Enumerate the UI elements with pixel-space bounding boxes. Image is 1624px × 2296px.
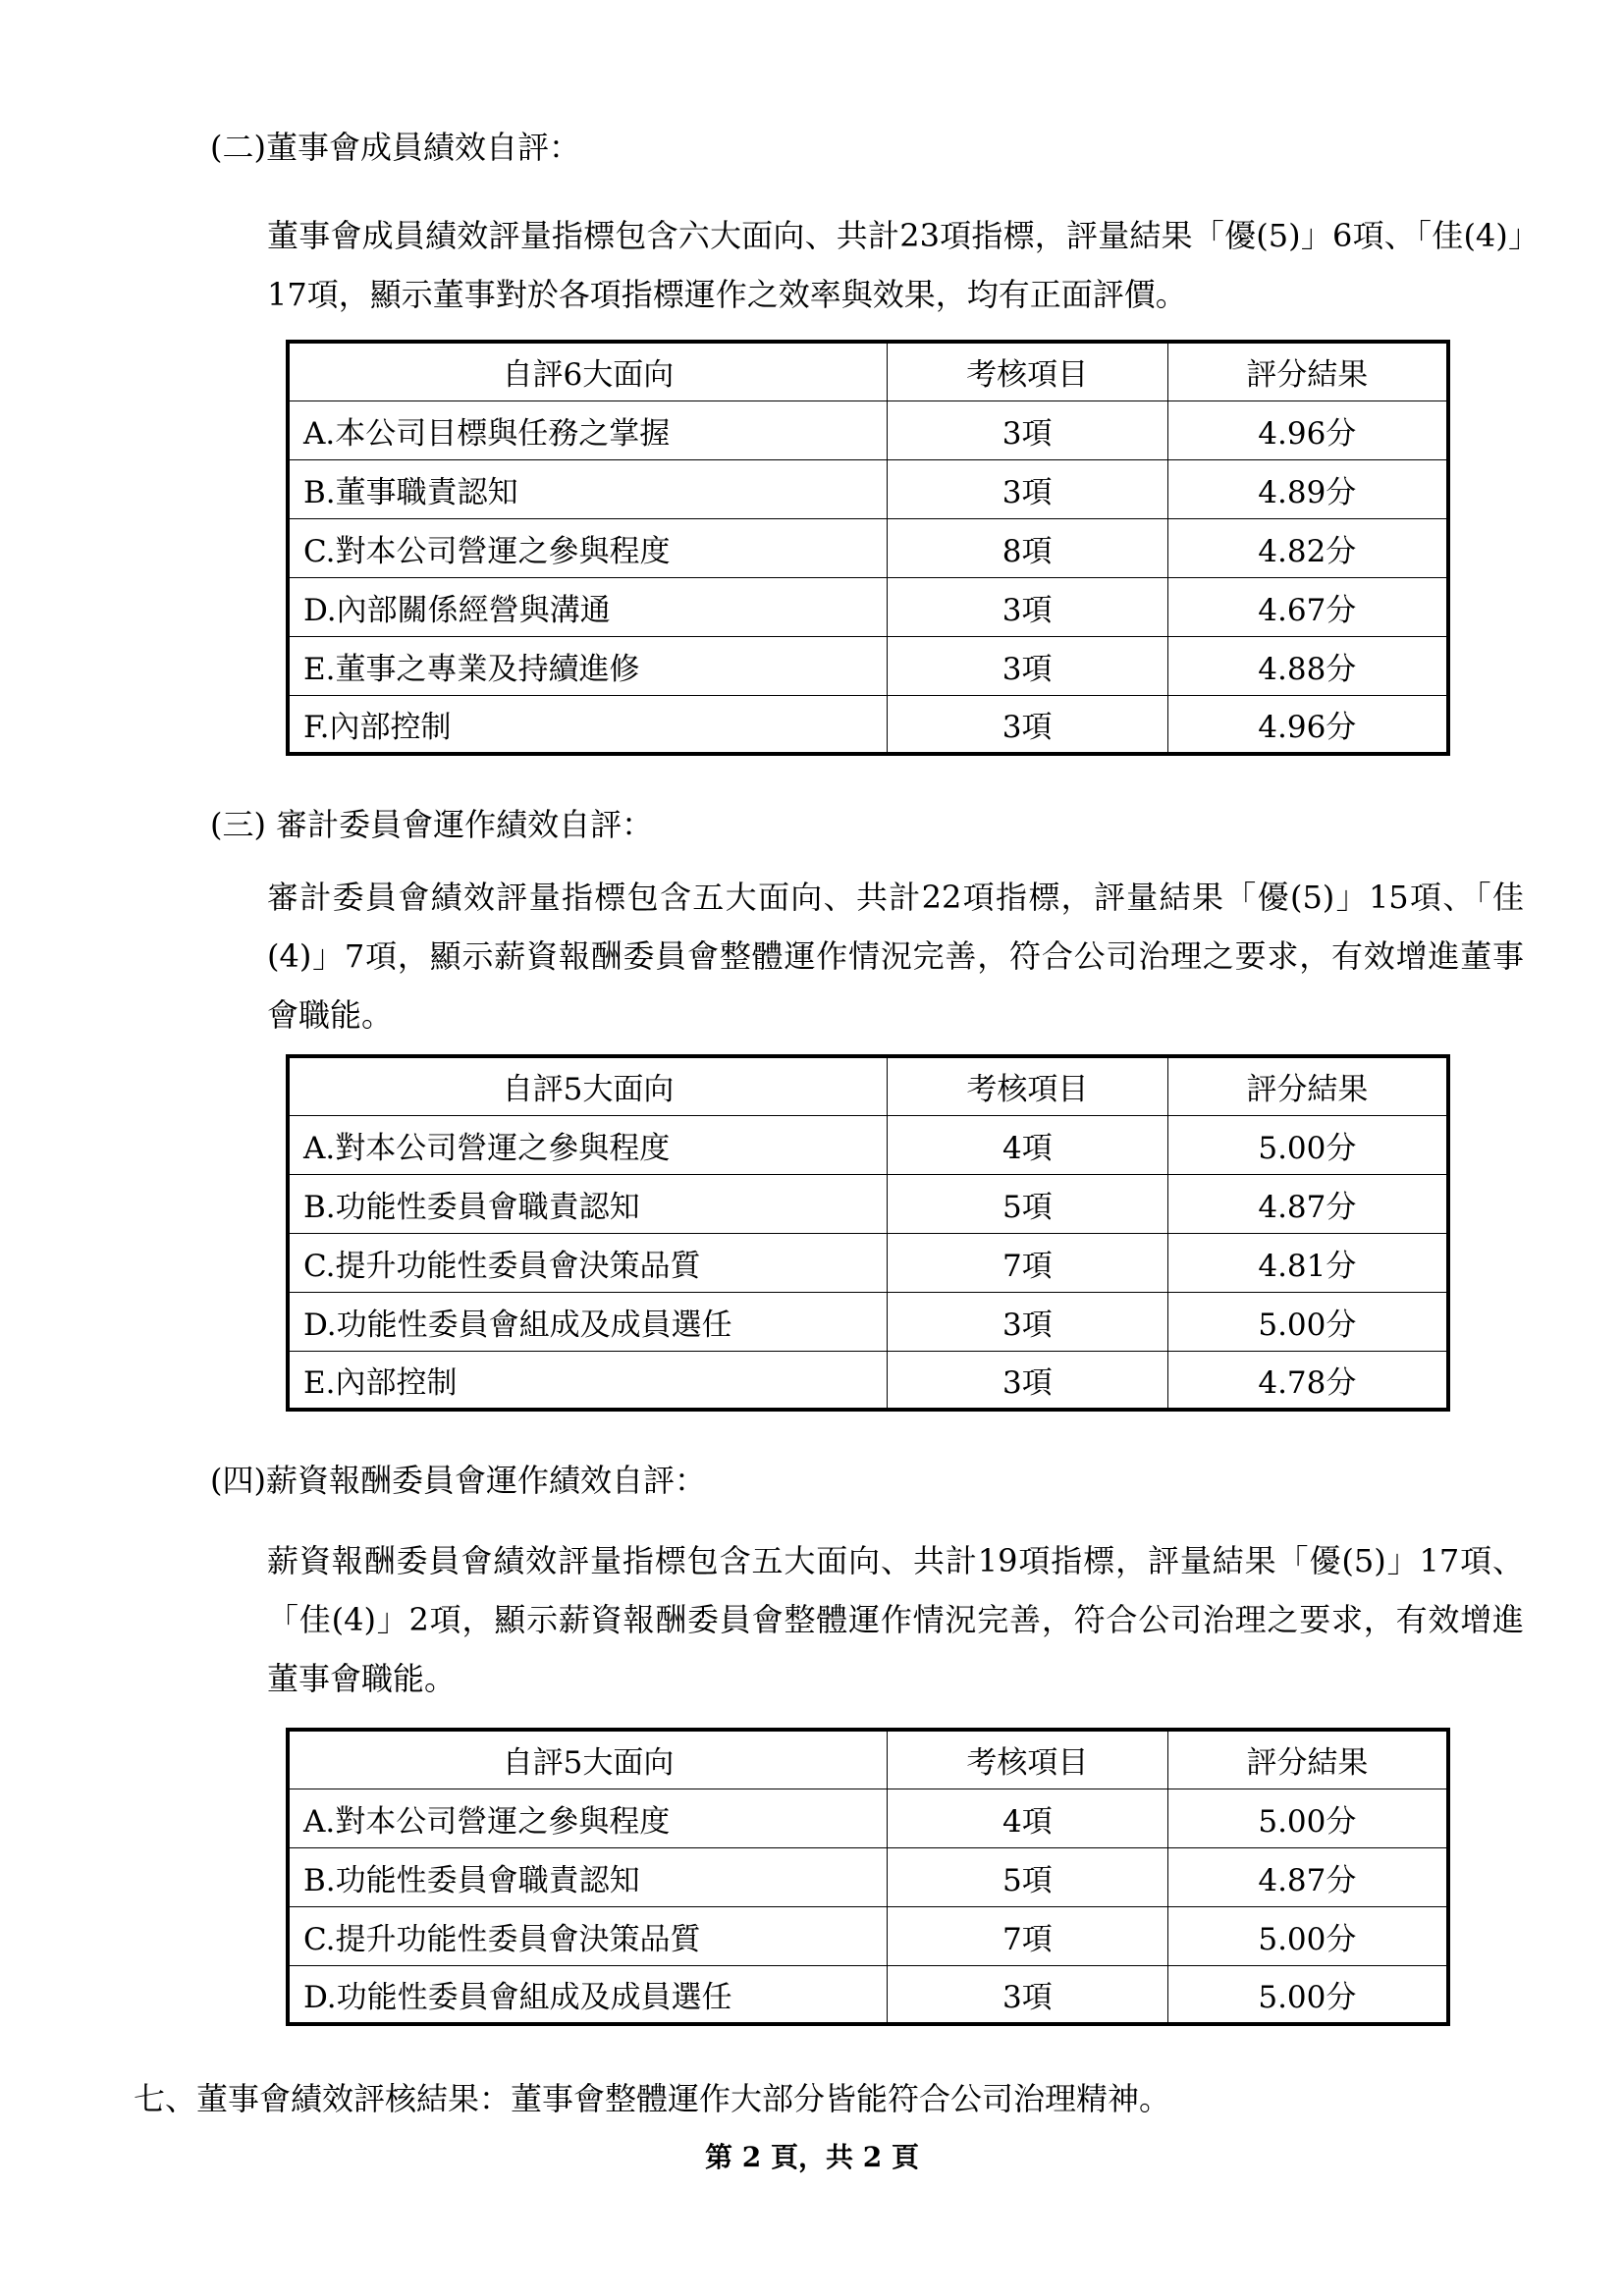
table-row — [288, 1233, 1448, 1292]
cell-items: 3項 — [887, 695, 1167, 754]
cell-items: 4項 — [888, 1789, 1168, 1847]
table-row — [288, 518, 1448, 577]
section-heading-board: (二)董事會成員績效自評： — [210, 129, 580, 166]
table-row — [288, 1906, 1448, 1965]
cell-items: 5項 — [888, 1847, 1168, 1906]
column-header-items: 考核項目 — [888, 1056, 1168, 1115]
cell-items: 8項 — [887, 518, 1167, 577]
cell-dimension: D.內部關係經營與溝通 — [288, 577, 887, 636]
cell-dimension: A.對本公司營運之參與程度 — [288, 1789, 888, 1847]
table-row — [288, 1789, 1448, 1847]
column-header-score: 評分結果 — [1167, 342, 1448, 400]
table-row — [288, 577, 1448, 636]
cell-dimension: E.內部控制 — [288, 1351, 888, 1410]
section-heading-compensation: (四)薪資報酬委員會運作績效自評： — [210, 1462, 706, 1499]
cell-dimension: A.對本公司營運之參與程度 — [288, 1115, 888, 1174]
cell-score: 4.88分 — [1167, 636, 1448, 695]
cell-items: 3項 — [888, 1965, 1168, 2024]
column-header-items: 考核項目 — [887, 342, 1167, 400]
paragraph-board: 董事會成員績效評量指標包含六大面向、共計23項指標，評量結果「優(5)」6項、「佳(4)」17項，顯示董事對於各項指標運作之效率與效果，均有正面評價。 — [267, 217, 1524, 313]
table-row — [288, 1351, 1448, 1410]
cell-dimension: F.內部控制 — [288, 695, 887, 754]
cell-items: 3項 — [888, 1292, 1168, 1351]
cell-dimension: C.提升功能性委員會決策品質 — [288, 1233, 888, 1292]
table-board-evaluation — [286, 340, 1450, 756]
cell-score: 5.00分 — [1167, 1115, 1448, 1174]
column-header-dimension: 自評5大面向 — [288, 1056, 888, 1115]
table-row — [288, 459, 1448, 518]
cell-items: 3項 — [887, 459, 1167, 518]
cell-dimension: B.董事職責認知 — [288, 459, 887, 518]
table-row — [288, 400, 1448, 459]
cell-dimension: D.功能性委員會組成及成員選任 — [288, 1965, 888, 2024]
table-audit-evaluation — [286, 1054, 1450, 1412]
column-header-dimension: 自評6大面向 — [288, 342, 887, 400]
cell-items: 3項 — [888, 1351, 1168, 1410]
paragraph-audit: 審計委員會績效評量指標包含五大面向、共計22項指標，評量結果「優(5)」15項、「佳(4)」7項，顯示薪資報酬委員會整體運作情況完善，符合公司治理之要求，有效增進董事會職能。 — [267, 879, 1524, 1034]
table-row — [288, 1174, 1448, 1233]
conclusion-text: 七、董事會績效評核結果：董事會整體運作大部分皆能符合公司治理精神。 — [134, 2080, 1171, 2117]
cell-score: 4.96分 — [1167, 400, 1448, 459]
cell-score: 4.87分 — [1167, 1847, 1448, 1906]
table-header-row — [288, 342, 1448, 400]
table-header-row — [288, 1730, 1448, 1789]
cell-items: 3項 — [887, 577, 1167, 636]
column-header-items: 考核項目 — [888, 1730, 1168, 1789]
cell-items: 5項 — [888, 1174, 1168, 1233]
table-row — [288, 1115, 1448, 1174]
section-heading-audit: (三) 審計委員會運作績效自評： — [210, 806, 654, 843]
cell-items: 3項 — [887, 400, 1167, 459]
table-header-row — [288, 1056, 1448, 1115]
column-header-dimension: 自評5大面向 — [288, 1730, 888, 1789]
paragraph-compensation: 薪資報酬委員會績效評量指標包含五大面向、共計19項指標，評量結果「優(5)」17項、「佳(4)」2項，顯示薪資報酬委員會整體運作情況完善，符合公司治理之要求，有效增進董事會職能。 — [267, 1542, 1524, 1697]
table-row — [288, 695, 1448, 754]
cell-dimension: C.提升功能性委員會決策品質 — [288, 1906, 888, 1965]
cell-score: 4.82分 — [1167, 518, 1448, 577]
cell-score: 5.00分 — [1167, 1906, 1448, 1965]
table-row — [288, 636, 1448, 695]
cell-score: 5.00分 — [1167, 1292, 1448, 1351]
cell-dimension: D.功能性委員會組成及成員選任 — [288, 1292, 888, 1351]
cell-dimension: A.本公司目標與任務之掌握 — [288, 400, 887, 459]
cell-items: 3項 — [887, 636, 1167, 695]
cell-score: 4.78分 — [1167, 1351, 1448, 1410]
cell-items: 4項 — [888, 1115, 1168, 1174]
cell-dimension: B.功能性委員會職責認知 — [288, 1847, 888, 1906]
cell-score: 4.67分 — [1167, 577, 1448, 636]
table-compensation-evaluation — [286, 1728, 1450, 2026]
cell-score: 4.87分 — [1167, 1174, 1448, 1233]
cell-score: 5.00分 — [1167, 1789, 1448, 1847]
cell-dimension: E.董事之專業及持續進修 — [288, 636, 887, 695]
column-header-score: 評分結果 — [1167, 1730, 1448, 1789]
cell-score: 4.89分 — [1167, 459, 1448, 518]
table-row — [288, 1292, 1448, 1351]
table-row — [288, 1847, 1448, 1906]
cell-dimension: B.功能性委員會職責認知 — [288, 1174, 888, 1233]
table-row — [288, 1965, 1448, 2024]
cell-dimension: C.對本公司營運之參與程度 — [288, 518, 887, 577]
cell-score: 4.96分 — [1167, 695, 1448, 754]
cell-items: 7項 — [888, 1233, 1168, 1292]
column-header-score: 評分結果 — [1167, 1056, 1448, 1115]
cell-score: 4.81分 — [1167, 1233, 1448, 1292]
page-footer: 第 2 頁，共 2 頁 — [705, 2141, 919, 2173]
cell-items: 7項 — [888, 1906, 1168, 1965]
cell-score: 5.00分 — [1167, 1965, 1448, 2024]
